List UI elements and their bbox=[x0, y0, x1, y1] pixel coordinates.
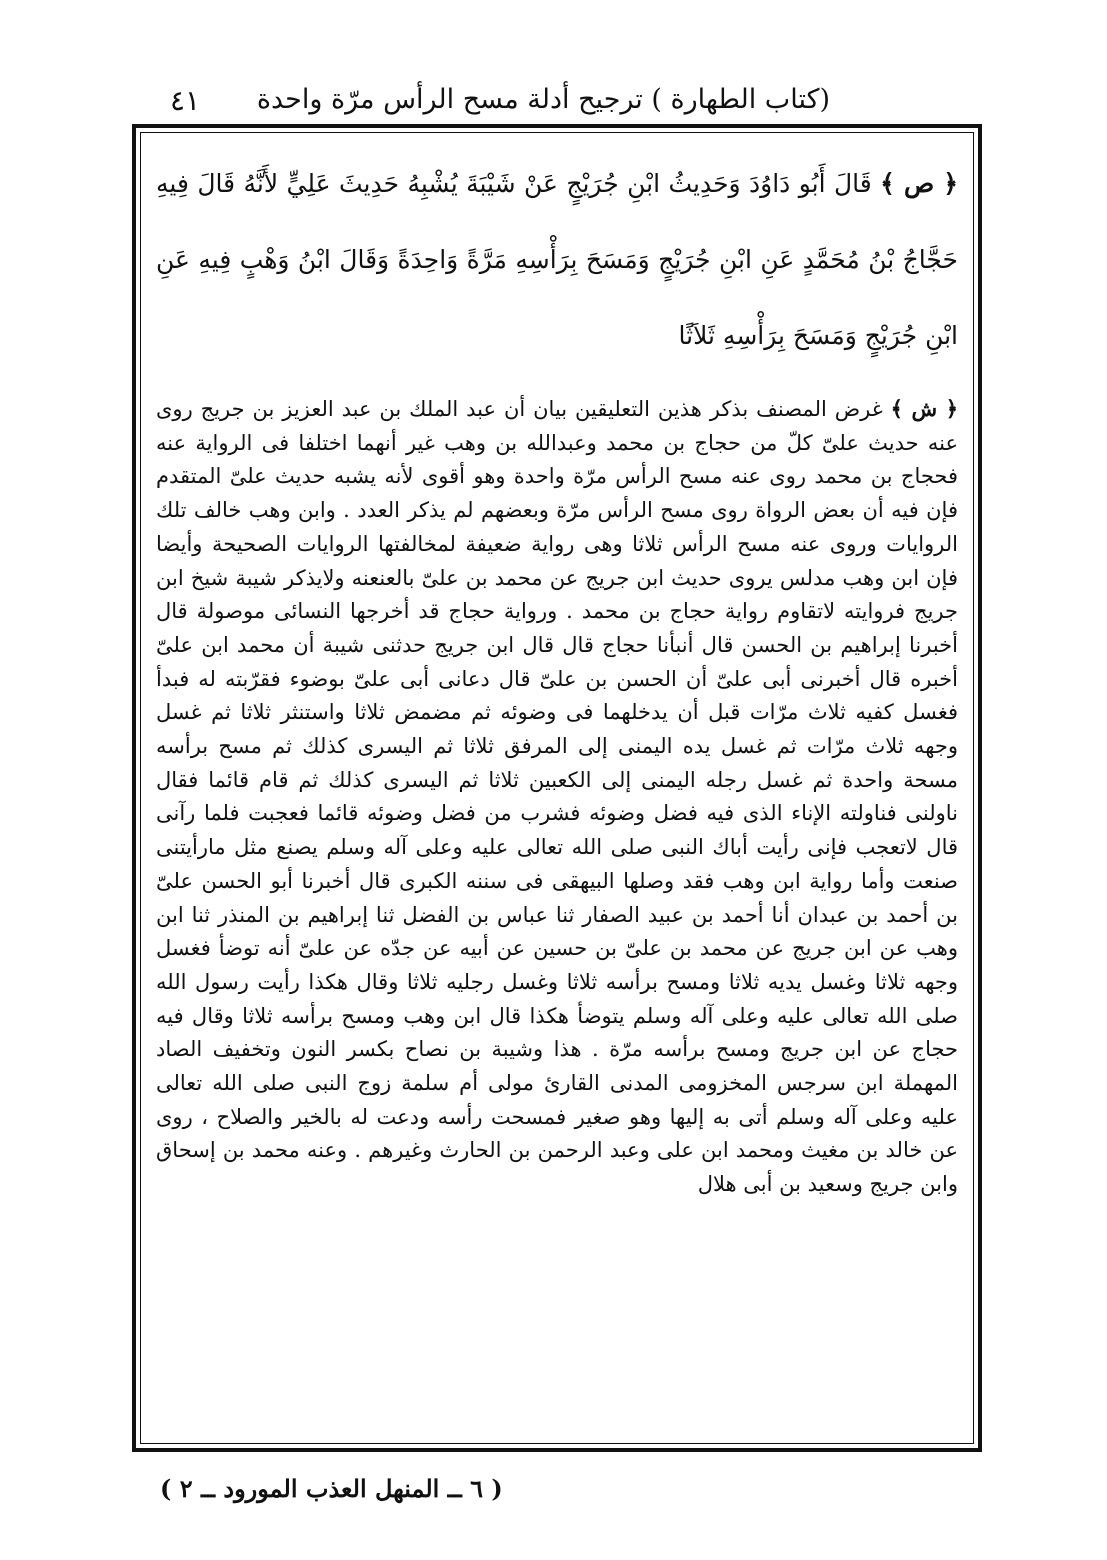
signature-mark: ( ٦ ــ المنهل العذب المورود ــ ٢ ) bbox=[160, 1474, 503, 1503]
header-title: (كتاب الطهارة ) ترجيح أدلة مسح الرأس مرّة واحدة bbox=[256, 84, 830, 115]
matn-paragraph bbox=[156, 146, 958, 374]
sharh-text: غرض المصنف بذكر هذين التعليقين بيان أن عبد الملك بن عبد العزيز بن جريج روى عنه حديث علىّ كلّ من حجاج بن محمد وعبدالله بن وهب غير أنهما اختلفا فى الرواية عنه فحجاج بن محمد روى عنه مسح الرأس مرّة واحدة وهو أقوى لأنه يشبه حديث علىّ المتقدم فإن فيه أن بعض الرواة روى مسح الرأس مرّة وبعضهم لم يذكر العدد . وابن وهب خالف تلك الروايات وروى عنه مسح الرأس ثلاثا وهى رواية ضعيفة لمخالفتها الروايات الصحيحة وأيضا فإن ابن وهب مدلس يروى حديث ابن جريج عن محمد بن علىّ بالعنعنه ولايذكر شيبة شيخ ابن جريج فروايته لاتقاوم رواية حجاج بن محمد . ورواية حجاج قد أخرجها النسائى موصولة قال أخبرنا إبراهيم بن الحسن قال أنبأنا حجاج قال قال ابن جريج حدثنى شيبة أن محمد ابن علىّ أخبره قال أخبرنى أبى علىّ أن الحسن بن علىّ قال دعانى أبى علىّ بوضوء فقرّبته له فبدأ فغسل كفيه ثلاث مرّات قبل أن يدخلهما فى وضوئه ثم مضمض ثلاثا واستنثر ثلاثا ثم غسل وجهه ثلاث مرّات ثم غسل يده اليمنى إلى المرفق ثلاثا ثم اليسرى كذلك ثم مسح برأسه مسحة واحدة ثم غسل رجله اليمنى إلى الكعبين ثلاثا ثم اليسرى كذلك ثم قام قائما فقال ناولنى فناولته الإناء الذى فيه فضل وضوئه فشرب من فضل وضوئه قائما فعجبت فلما رآنى قال لاتعجب فإنى رأيت أباك النبى صلى الله تعالى عليه وعلى آله وسلم يصنع مثل مارأيتنى صنعت وأما رواية ابن وهب فقد وصلها البيهقى فى سننه الكبرى قال أخبرنا أبو الحسن علىّ بن أحمد بن عبدان أنا أحمد بن عبيد الصفار ثنا عباس بن الفضل ثنا إبراهيم بن المنذر ثنا ابن وهب عن ابن جريج عن محمد بن علىّ بن حسين عن أبيه عن جدّه عن علىّ أنه توضأ فغسل وجهه ثلاثا وغسل يديه ثلاثا ومسح برأسه ثلاثا وغسل رجليه ثلاثا وقال هكذا رأيت رسول الله صلى الله تعالى عليه وعلى آله وسلم يتوضأ هكذا قال ابن وهب ومسح برأسه ثلاثا وقال فيه حجاج عن ابن جريج ومسح برأسه مرّة . هذا وشيبة بن نصاح بكسر النون وتخفيف الصاد المهملة ابن سرجس المخزومى المدنى القارئ مولى أم سلمة زوج النبى صلى الله تعالى عليه وعلى آله وسلم أتى به إليها وهو صغير فمسحت رأسه ودعت له بالخير والصلاح ، روى عن خالد بن مغيث ومحمد ابن على وعبد الرحمن بن الحارث وغيرهم . وعنه محمد بن إسحاق وابن جريج وسعيد بن أبى هلال bbox=[156, 397, 958, 1197]
page-body bbox=[156, 146, 958, 1202]
page-number: ٤١ bbox=[170, 84, 201, 117]
running-header bbox=[140, 78, 980, 122]
sharh-paragraph bbox=[156, 392, 958, 1202]
matn-text: قَالَ أَبُو دَاوُدَ وَحَدِيثُ ابْنِ جُرَيْجٍ عَنْ شَيْبَةَ يُشْبِهُ حَدِيثَ عَلِيٍّ لأَنَّهُ قَالَ فِيهِ حَجَّاجُ بْنُ مُحَمَّدٍ عَنِ ابْنِ جُرَيْجٍ وَمَسَحَ بِرَأْسِهِ مَرَّةً وَاحِدَةً وَقَالَ ابْنُ وَهْبٍ فِيهِ عَنِ ابْنِ جُرَيْجٍ وَمَسَحَ بِرَأْسِهِ ثَلاَثًا bbox=[156, 169, 958, 350]
sharh-marker: ﴿ ش ﴾ bbox=[890, 396, 958, 421]
matn-marker: ﴿ ص ﴾ bbox=[880, 169, 959, 198]
